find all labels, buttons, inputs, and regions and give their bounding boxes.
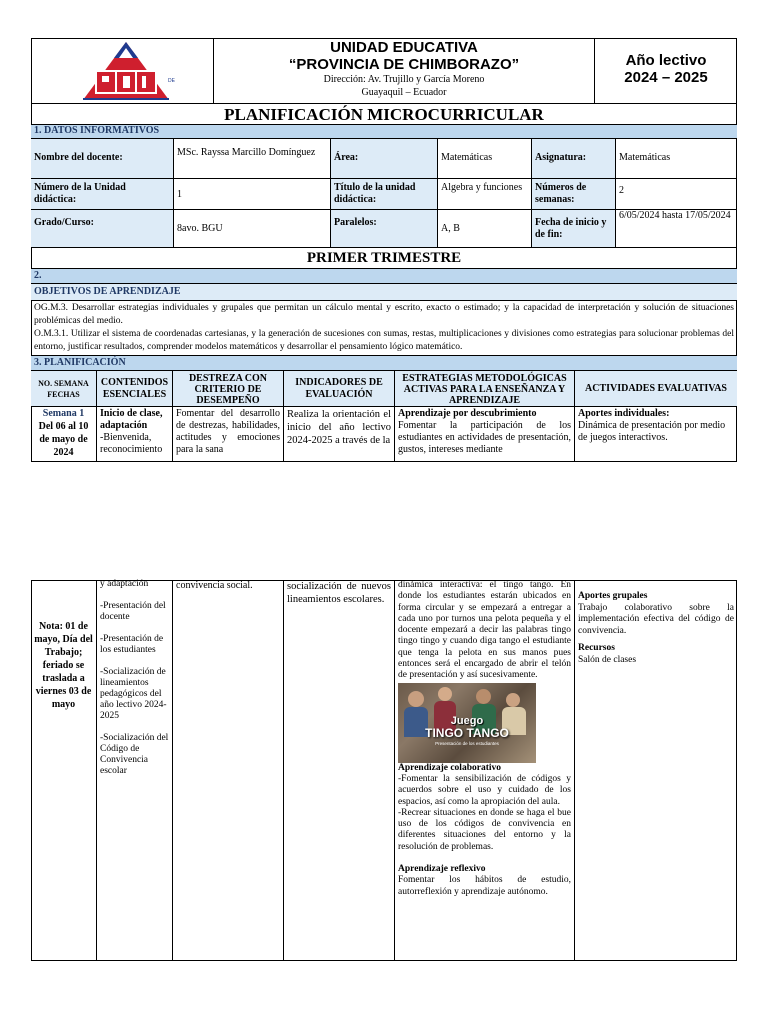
- reflexivo-text: Fomentar los hábitos de estudio, autorreflexión y aprendizaje autónomo.: [398, 875, 571, 897]
- reflexivo-title: Aprendizaje reflexivo: [398, 864, 486, 875]
- asignatura-value: Matemáticas: [616, 139, 737, 179]
- colab-item: -Fomentar la sensibilización de códigos y acuerdos sobre el uso y cuidado de los espacios, así como la apropiación del aula.: [398, 773, 571, 807]
- th-actividades: ACTIVIDADES EVALUATIVAS: [575, 371, 737, 407]
- contenidos-item: -Presentación de los estudiantes: [100, 634, 164, 655]
- estrategias-cell: [395, 407, 575, 462]
- th-contenidos: CONTENIDOS ESENCIALES: [97, 371, 173, 407]
- indicadores-cell: Realiza la orientación el inicio del año lectivo 2024-2025 a través de la: [284, 407, 395, 462]
- semana-cell: [31, 407, 97, 462]
- actividades-text: Dinámica de presentación por medio de juegos interactivos.: [578, 420, 726, 443]
- th-destreza: DESTREZA CON CRITERIO DE DESEMPEÑO: [173, 371, 284, 407]
- grupales-text: Trabajo colaborativo sobre la implementación efectiva del código de convivencia.: [578, 602, 734, 636]
- contenidos-item: y adaptación: [100, 579, 149, 589]
- unidad-num-value: 1: [174, 179, 331, 210]
- area-label: Área:: [331, 139, 438, 179]
- image-caption-2: TINGO TANGO: [425, 725, 509, 740]
- contenidos-text: -Bienvenida, reconocimiento: [100, 432, 163, 455]
- semana-title: Semana 1: [42, 408, 85, 419]
- section-datos-informativos: 1. DATOS INFORMATIVOS: [31, 125, 737, 139]
- fecha-value: 6/05/2024 hasta 17/05/2024: [616, 210, 737, 248]
- estrategias-title: Aprendizaje por descubrimiento: [398, 408, 537, 419]
- section-planificacion: 3. PLANIFICACIÓN: [31, 356, 737, 371]
- image-caption-3: Presentación de los estudiantes: [435, 740, 499, 746]
- objetivo-og: OG.M.3. Desarrollar estrategias individuales y grupales que permitan un cálculo mental y escrito, exacto o estimado; y la capacidad de interpretación y solución de situaciones problémicas del medio.: [34, 303, 734, 326]
- colab-title: Aprendizaje colaborativo: [398, 762, 501, 773]
- year-label: Año lectivo: [625, 52, 707, 69]
- th-semana: NO. SEMANA FECHAS: [31, 371, 97, 407]
- grado-value: 8avo. BGU: [174, 210, 331, 248]
- trimestre-title: PRIMER TRIMESTRE: [31, 248, 737, 269]
- estrategias-cont-cell: [395, 580, 575, 961]
- section-2-number: 2.: [31, 269, 737, 284]
- paralelos-value: A, B: [438, 210, 532, 248]
- school-address: Dirección: Av. Trujillo y García Moreno: [323, 74, 485, 85]
- asignatura-label: Asignatura:: [532, 139, 616, 179]
- contenidos-cell: [97, 407, 173, 462]
- semana-dates: Del 06 al 10 de mayo de 2024: [38, 421, 89, 458]
- paralelos-label: Paralelos:: [331, 210, 438, 248]
- nota-text: Nota: 01 de mayo, Día del Trabajo; feriado se traslada a viernes 03 de mayo: [34, 621, 93, 710]
- school-header: [214, 38, 595, 104]
- semanas-value: 2: [616, 179, 737, 210]
- school-year: [595, 38, 737, 104]
- estrategias-cont-text: dinámica interactiva: el tingo tango. En donde los estudiantes estarán ubicados en forma circular y se empezará a entregar a cada uno por turnos una pelota pequeña y el docente empezará a decir las palabras tingo tingo tingo y cuando diga tango el estudiante que tenga la pelota en sus manos pues entonces será el encargado de abrir el telón de presentación y así sucesivamente.: [398, 580, 571, 681]
- nota-cell: [31, 580, 97, 961]
- actividades-cell: [575, 407, 737, 462]
- contenidos-item: -Presentación del docente: [100, 601, 166, 622]
- fecha-label: Fecha de inicio y de fin:: [532, 210, 616, 248]
- estrategias-text: Fomentar la participación de los estudiantes en actividades de presentación, gustos, intereses mediante: [398, 420, 571, 455]
- th-estrategias: ESTRATEGIAS METODOLÓGICAS ACTIVAS PARA LA ENSEÑANZA Y APRENDIZAJE: [395, 371, 575, 407]
- logo-cell: [31, 38, 214, 104]
- grupales-title: Aportes grupales: [578, 591, 648, 601]
- section-objetivos: OBJETIVOS DE APRENDIZAJE: [31, 284, 737, 301]
- docente-label: Nombre del docente:: [31, 139, 174, 179]
- school-name-line1: UNIDAD EDUCATIVA: [330, 39, 478, 56]
- contenidos-cont-cell: [97, 580, 173, 961]
- docente-value: MSc. Rayssa Marcillo Domínguez: [174, 139, 331, 179]
- page-title: PLANIFICACIÓN MICROCURRICULAR: [31, 104, 737, 125]
- logo-text: DE: [168, 78, 175, 84]
- semanas-label: Números de semanas:: [532, 179, 616, 210]
- actividades-cont-cell: [575, 580, 737, 961]
- recursos-text: Salón de clases: [578, 654, 637, 665]
- destreza-cell: Fomentar del desarrollo de destrezas, habilidades, actitudes y emociones para la sana: [173, 407, 284, 462]
- objetivos-text: [31, 301, 737, 356]
- school-city: Guayaquil – Ecuador: [361, 87, 447, 98]
- indicadores-cont-cell: socialización de nuevos lineamientos escolares.: [284, 580, 395, 961]
- school-name-line2: “PROVINCIA DE CHIMBORAZO”: [288, 56, 520, 73]
- year-value: 2024 – 2025: [624, 69, 708, 86]
- unidad-num-label: Número de la Unidad didáctica:: [31, 179, 174, 210]
- actividades-title: Aportes individuales:: [578, 408, 670, 419]
- colab-item: -Recrear situaciones en donde se haga el bue uso de los códigos de convivencia en diferentes situaciones del entorno y la resolución de problemas.: [398, 807, 571, 852]
- image-caption-1: Juego: [450, 714, 484, 727]
- destreza-cont-cell: convivencia social.: [173, 580, 284, 961]
- objetivo-om: O.M.3.1. Utilizar el sistema de coordenadas cartesianas, y la generación de sucesiones con sumas, restas, multiplicaciones y divisiones como estrategias para solucionar problemas del entorno, justificar resultados, comprender modelos matemáticos y desarrollar el pensamiento lógico matemático.: [34, 329, 734, 352]
- grado-label: Grado/Curso:: [31, 210, 174, 248]
- recursos-title: Recursos: [578, 643, 615, 653]
- unidad-titulo-value: Algebra y funciones: [438, 179, 532, 210]
- contenidos-title: Inicio de clase, adaptación: [100, 408, 163, 431]
- th-indicadores: INDICADORES DE EVALUACIÓN: [284, 371, 395, 407]
- unidad-titulo-label: Título de la unidad didáctica:: [331, 179, 438, 210]
- area-value: Matemáticas: [438, 139, 532, 179]
- tingo-tango-image: [398, 683, 536, 763]
- school-logo: [81, 40, 171, 102]
- contenidos-item: -Socialización de lineamientos pedagógicos del año lectivo 2024-2025: [100, 667, 167, 721]
- contenidos-item: -Socialización del Código de Convivencia escolar: [100, 733, 169, 776]
